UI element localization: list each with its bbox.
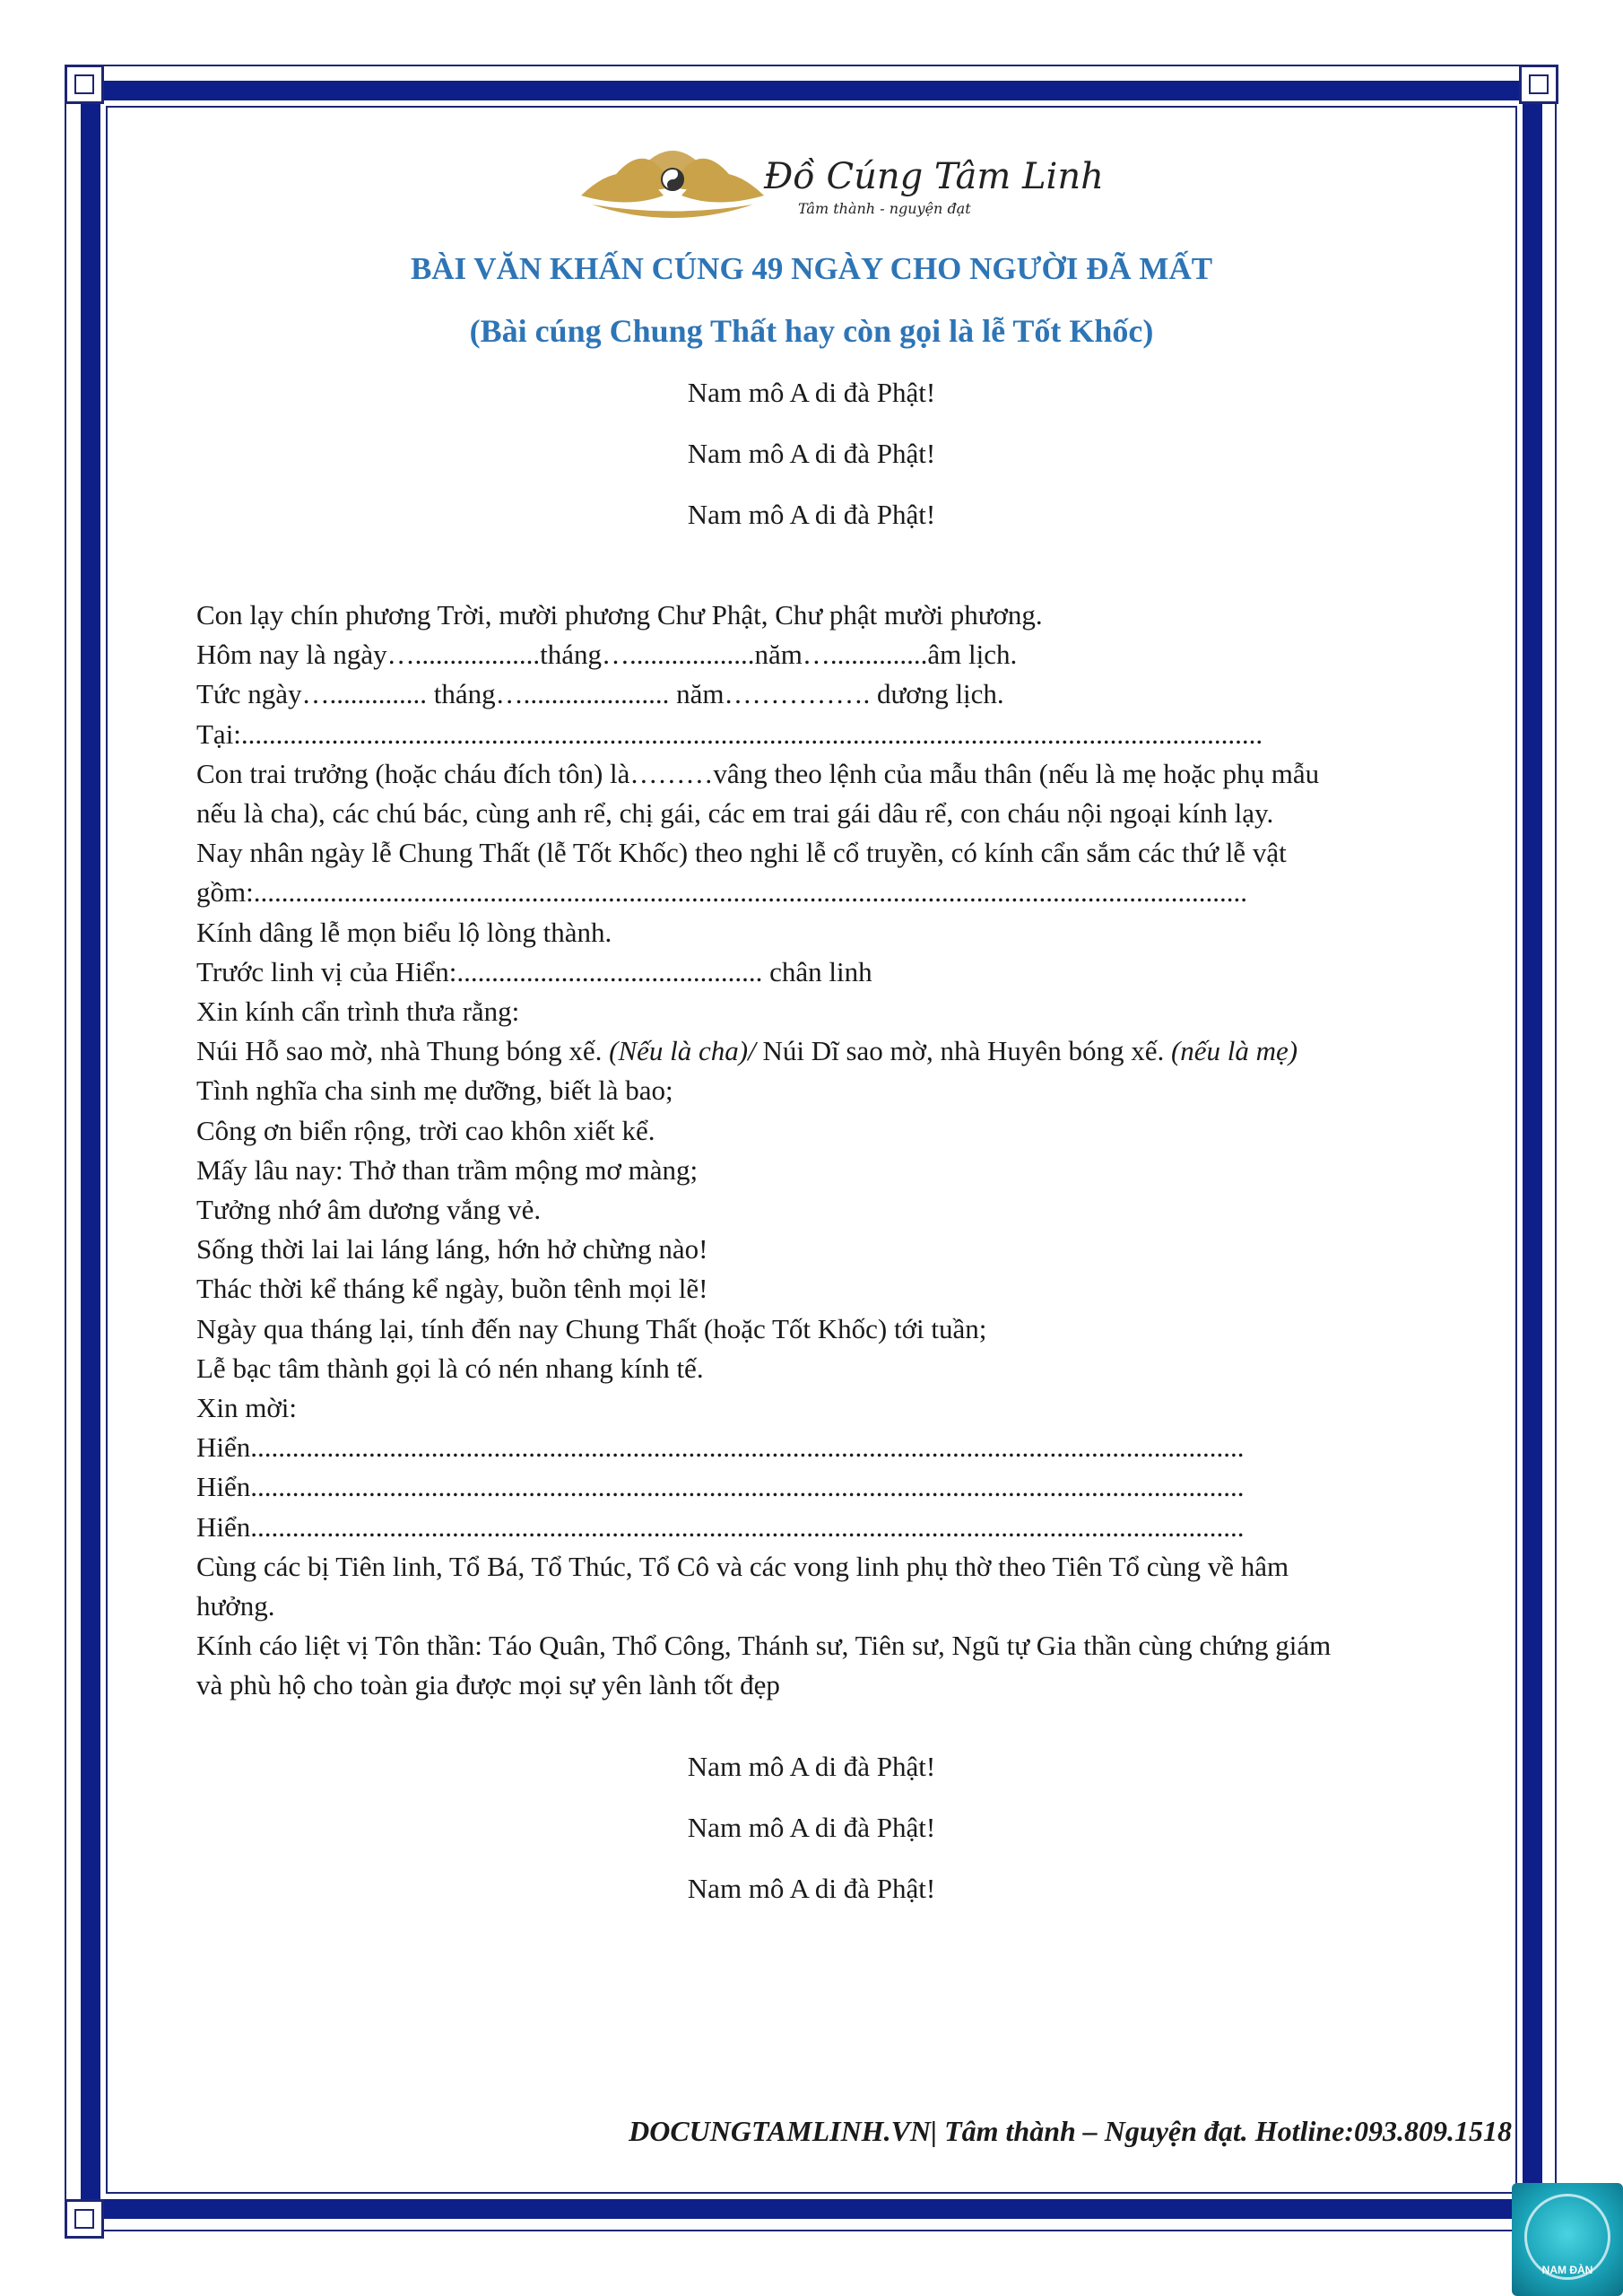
document-subtitle: (Bài cúng Chung Thất hay còn gọi là lễ Tốt Khốc) [469,313,1154,349]
body-line: Kính dâng lễ mọn biểu lộ lòng thành. [196,916,612,948]
nam-dan-badge [1512,2183,1623,2296]
border-corner-ornament [65,65,104,104]
body-line: Ngày qua tháng lại, tính đến nay Chung Thất (hoặc Tốt Khốc) tới tuần; [196,1312,987,1344]
body-line: Xin mời: [196,1392,297,1424]
body-line: Trước linh vị của Hiển:............................................ chân linh [196,955,872,987]
body-line-invitee: Hiển............................................................................................................................................... [196,1431,1245,1464]
opening-prayer-line: Nam mô A di đà Phật! [687,438,936,469]
body-line: và phù hộ cho toàn gia được mọi sự yên lành tốt đẹp [196,1669,780,1701]
body-line-location: Tại:................................................................................................................................................... [196,718,1263,750]
opening-prayer-line: Nam mô A di đà Phật! [687,499,936,530]
brand-logo [574,133,1104,231]
body-line: Lễ bạc tâm thành gọi là có nén nhang kính tế. [196,1352,704,1384]
body-line: hưởng. [196,1590,275,1622]
body-note-italic: (nếu là mẹ) [1170,1035,1298,1067]
body-line: Cùng các bị Tiên linh, Tổ Bá, Tổ Thúc, Tổ Cô và các vong linh phụ thờ theo Tiên Tổ cùng về hâm [196,1550,1289,1582]
opening-prayer-line: Nam mô A di đà Phật! [687,377,936,408]
closing-prayer-line: Nam mô A di đà Phật! [687,1812,936,1843]
body-line: Con lạy chín phương Trời, mười phương Chư Phật, Chư phật mười phương. [196,599,1043,631]
body-line: Kính cáo liệt vị Tôn thần: Táo Quân, Thổ Công, Thánh sư, Tiên sư, Ngũ tự Gia thần cùng chứng giám [196,1630,1332,1662]
footer-contact: DOCUNGTAMLINH.VN| Tâm thành – Nguyện đạt. Hotline:093.809.1518 [629,2115,1512,2147]
logo-script-name: Đồ Cúng Tâm Linh [764,156,1104,197]
body-line: Sống thời lai lai láng láng, hớn hở chừng nào! [196,1233,708,1265]
body-text-segment: Núi Hỗ sao mờ, nhà Thung bóng xế. [196,1035,610,1067]
body-line: Hôm nay là ngày…..................tháng…..................năm…..............âm lịch. [196,639,1018,671]
body-line: Xin kính cẩn trình thưa rằng: [196,996,520,1028]
closing-prayer-line: Nam mô A di đà Phật! [687,1873,936,1904]
body-line: Tình nghĩa cha sinh mẹ dưỡng, biết là bao; [196,1074,673,1107]
body-line: nếu là cha), các chú bác, cùng anh rể, chị gái, các em trai gái dâu rể, con cháu nội ngoại kính lạy. [196,797,1274,830]
body-line: Thác thời kể tháng kể ngày, buồn tênh mọi lẽ! [196,1273,708,1305]
logo-slogan: Tâm thành - nguyện đạt [798,200,971,217]
badge-label: NAM ĐÀN [1541,2264,1593,2276]
body-line: Nay nhân ngày lễ Chung Thất (lễ Tốt Khốc) theo nghi lễ cổ truyền, có kính cẩn sắm các thứ lễ vật [196,837,1287,869]
body-line-parent [196,1031,1434,1071]
body-line-offerings: gồm:............................................................................................................................................... [196,876,1247,909]
border-corner-ornament [65,2199,104,2239]
body-line: Tức ngày….............. tháng…..................... năm……………. dương lịch. [196,678,1004,710]
closing-prayer-line: Nam mô A di đà Phật! [687,1751,936,1782]
body-line-invitee: Hiển............................................................................................................................................... [196,1471,1245,1503]
document-title: BÀI VĂN KHẤN CÚNG 49 NGÀY CHO NGƯỜI ĐÃ MẤT [410,251,1213,286]
prayer-body [196,596,1434,1706]
body-line: Công ơn biển rộng, trời cao khôn xiết kể. [196,1114,655,1146]
body-line: Tưởng nhớ âm dương vắng vẻ. [196,1194,542,1226]
body-note-italic: (Nếu là cha)/ [609,1035,756,1067]
border-corner-ornament [1519,65,1558,104]
body-line: Con trai trưởng (hoặc cháu đích tôn) là………vâng theo lệnh của mẫu thân (nếu là mẹ hoặc phụ mẫu [196,757,1320,789]
body-line-invitee: Hiển............................................................................................................................................... [196,1510,1245,1543]
body-text-segment: Núi Dĩ sao mờ, nhà Huyên bóng xế. [755,1035,1171,1067]
body-line: Mấy lâu nay: Thở than trầm mộng mơ màng; [196,1153,699,1186]
